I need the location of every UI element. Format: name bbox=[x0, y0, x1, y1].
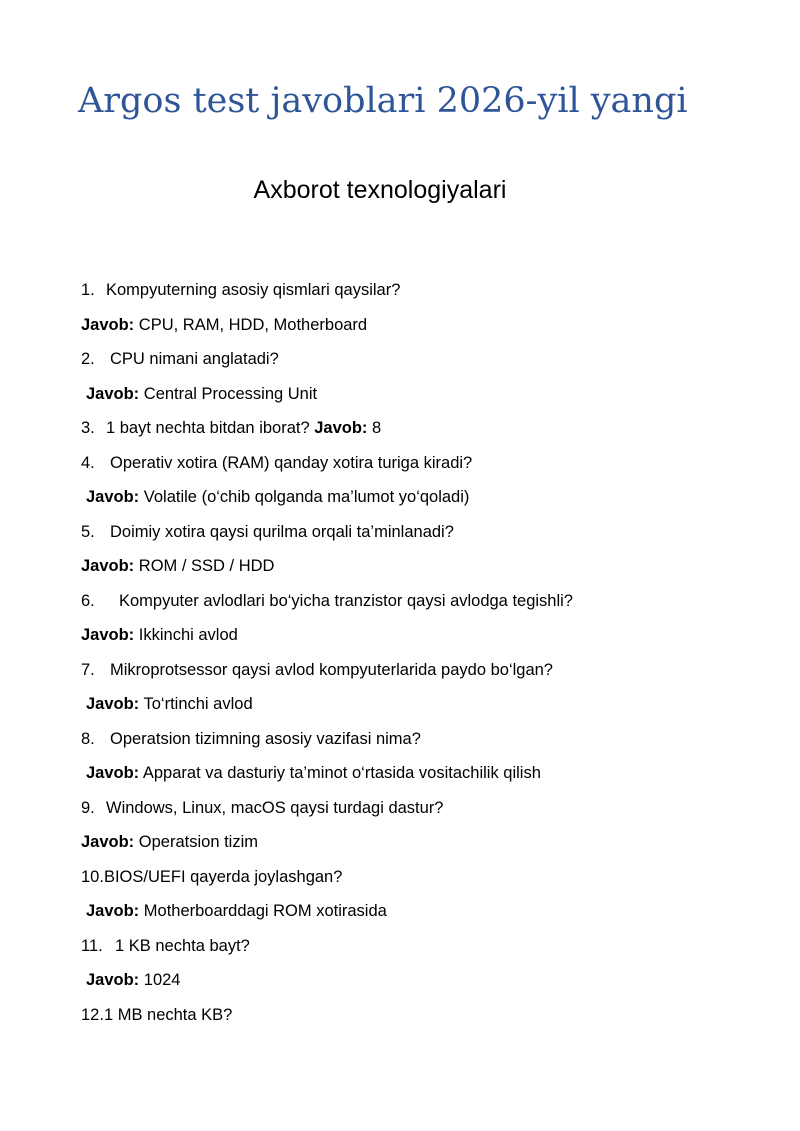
question-6 bbox=[81, 587, 761, 622]
question-number: 8. bbox=[81, 729, 95, 748]
question-text: Doimiy xotira qaysi qurilma orqali ta’minlanadi? bbox=[110, 522, 454, 541]
question-12 bbox=[81, 1001, 761, 1036]
question-text: BIOS/UEFI qayerda joylashgan? bbox=[103, 867, 343, 886]
question-number: 4. bbox=[81, 453, 95, 472]
question-3 bbox=[81, 414, 761, 449]
question-8 bbox=[81, 725, 761, 760]
question-5 bbox=[81, 518, 761, 553]
question-number: 9. bbox=[81, 798, 95, 817]
question-text: Windows, Linux, macOS qaysi turdagi dastur? bbox=[106, 798, 444, 817]
answer-7 bbox=[81, 690, 761, 725]
question-9 bbox=[81, 794, 761, 829]
question-4 bbox=[81, 449, 761, 484]
question-10 bbox=[81, 863, 761, 898]
answer-text: Ikkinchi avlod bbox=[138, 626, 238, 644]
answer-text: 1024 bbox=[143, 971, 181, 989]
question-text: Kompyuter avlodlari bo‘yicha tranzistor qaysi avlodga tegishli? bbox=[119, 591, 573, 610]
question-number: 11. bbox=[81, 936, 103, 955]
answer-label: Javob: bbox=[86, 384, 140, 403]
question-text: 1 KB nechta bayt? bbox=[115, 936, 250, 955]
answer-text: Volatile (o‘chib qolganda ma’lumot yo‘qoladi) bbox=[143, 488, 470, 506]
section-subtitle: Axborot texnologiyalari bbox=[253, 176, 507, 204]
answer-label: Javob: bbox=[81, 557, 135, 575]
question-text: Operativ xotira (RAM) qanday xotira turiga kiradi? bbox=[110, 453, 473, 472]
answer-8 bbox=[81, 759, 761, 794]
answer-label: Javob: bbox=[86, 764, 140, 782]
question-list bbox=[81, 276, 761, 1035]
question-number: 2. bbox=[81, 350, 95, 368]
answer-6 bbox=[81, 621, 761, 656]
question-number: 12. bbox=[81, 1005, 104, 1024]
answer-1 bbox=[81, 311, 761, 346]
answer-text: ROM / SSD / HDD bbox=[138, 557, 275, 575]
answer-label: Javob: bbox=[86, 488, 140, 506]
answer-10 bbox=[81, 897, 761, 932]
answer-label: Javob: bbox=[314, 419, 368, 437]
answer-text: Central Processing Unit bbox=[143, 384, 318, 403]
question-2 bbox=[81, 345, 761, 380]
question-number: 1. bbox=[81, 281, 95, 299]
question-number: 3. bbox=[81, 419, 95, 437]
answer-label: Javob: bbox=[81, 626, 135, 644]
question-text: Operatsion tizimning asosiy vazifasi nima? bbox=[110, 729, 421, 748]
answer-9 bbox=[81, 828, 761, 863]
question-1 bbox=[81, 276, 761, 311]
answer-label: Javob: bbox=[81, 833, 135, 851]
question-text: Mikroprotsessor qaysi avlod kompyuterlarida paydo bo‘lgan? bbox=[110, 660, 553, 679]
question-7 bbox=[81, 656, 761, 691]
question-text: Kompyuterning asosiy qismlari qaysilar? bbox=[106, 281, 401, 299]
answer-text: 8 bbox=[372, 419, 382, 437]
question-number: 7. bbox=[81, 660, 95, 679]
answer-text: Operatsion tizim bbox=[138, 833, 258, 851]
answer-label: Javob: bbox=[86, 971, 140, 989]
answer-text: Apparat va dasturiy ta’minot o‘rtasida vositachilik qilish bbox=[142, 764, 541, 782]
answer-label: Javob: bbox=[81, 315, 135, 334]
answer-11 bbox=[81, 966, 761, 1001]
question-11 bbox=[81, 932, 761, 967]
answer-text: Motherboarddagi ROM xotirasida bbox=[143, 902, 387, 920]
question-text: CPU nimani anglatadi? bbox=[110, 350, 279, 368]
answer-label: Javob: bbox=[86, 695, 140, 713]
answer-text: CPU, RAM, HDD, Motherboard bbox=[138, 315, 368, 334]
answer-label: Javob: bbox=[86, 902, 140, 920]
question-number: 6. bbox=[81, 591, 95, 610]
question-number: 5. bbox=[81, 522, 95, 541]
question-number: 10. bbox=[81, 867, 104, 886]
question-text: 1 MB nechta KB? bbox=[103, 1005, 233, 1024]
answer-4 bbox=[81, 483, 761, 518]
answer-text: To‘rtinchi avlod bbox=[143, 695, 253, 713]
question-text: 1 bayt nechta bitdan iborat? bbox=[106, 419, 310, 437]
document-title: Argos test javoblari 2026-yil yangi bbox=[78, 81, 688, 121]
answer-2 bbox=[81, 380, 761, 415]
answer-5 bbox=[81, 552, 761, 587]
